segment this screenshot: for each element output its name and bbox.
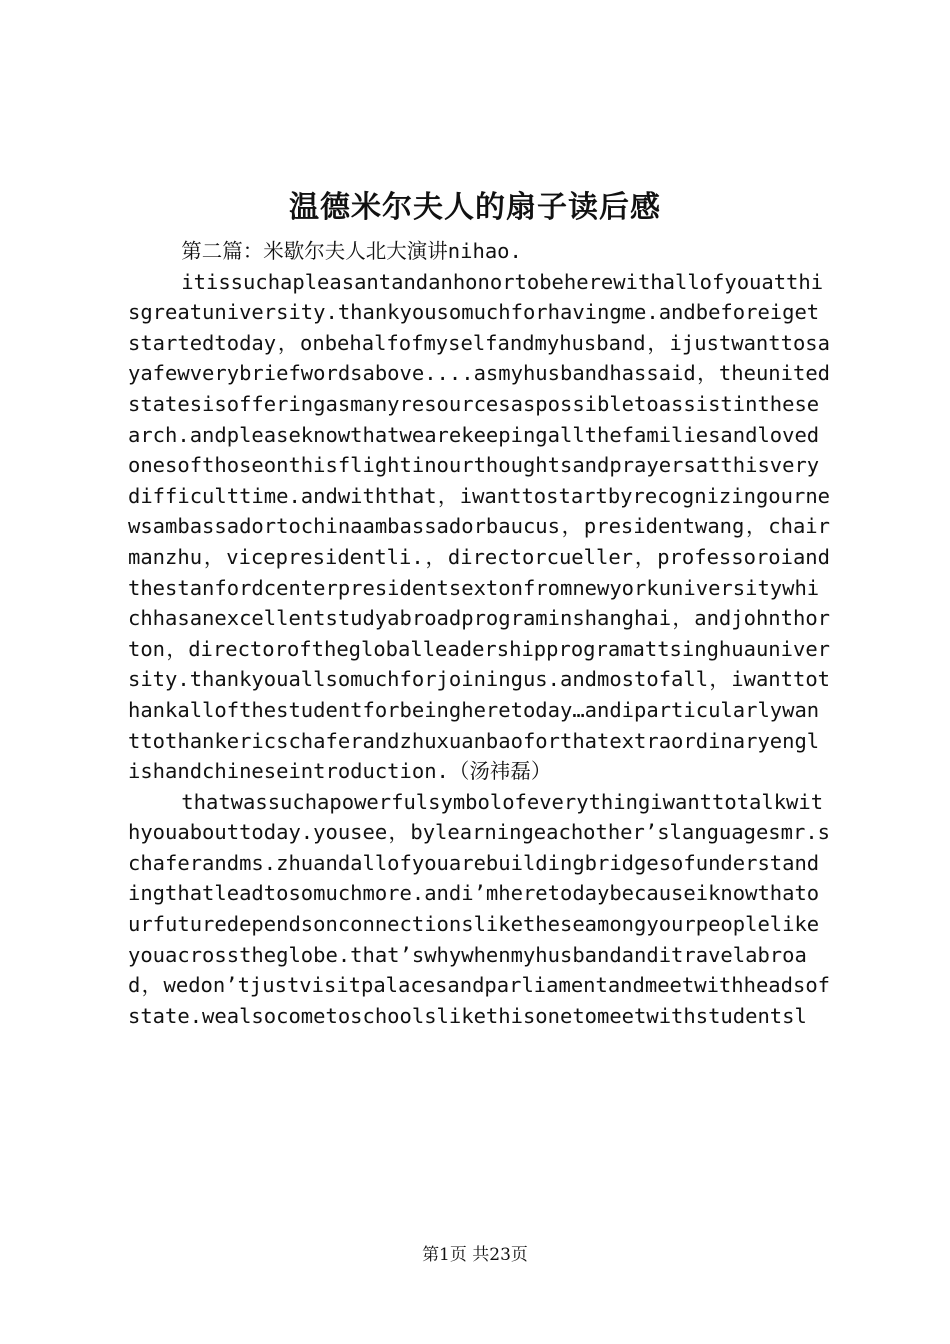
page-title: 温德米尔夫人的扇子读后感 <box>289 190 661 225</box>
paragraph-1: itissuchapleasantandanhonortobeherewithallofyouatthisgreatuniversity.thankyousomuchforhavingme.andbeforeigetstartedtoday，onbehalfofmyselfandmyhusband，ijustwanttosayafewverybriefwordsabove....asmyhusbandhassaid，theunitedstatesisofferingasmanyresourcesaspossibletoassistinthesearch.andpleaseknowthatwearekeepingallthefamiliesandlovedonesofthoseonthisflightinourthoughtsandprayersatthisverydifficulttime.andwiththat，iwanttostartbyrecognizingournewsambassadortochinaambassadorbaucus，presidentwang，chairmanzhu，vicepresidentli.，directorcueller，professoroiandthestanfordcenterpresidentsextonfromnewyorkuniversitywhichhasanexcellentstudyabroadprograminshanghai，andjohnthorton，directorofthegloballeadershipprogramattsinghuauniversity.thankyouallsomuchforjoiningus.andmostofall，iwanttothankallofthestudentforbeingheretoday…andiparticularlywanttothankericschaferandzhuxuanbaoforthatextraordinaryenglishandchineseintroduction.（汤祎磊） <box>128 269 830 784</box>
document-body <box>128 236 830 1031</box>
page-number-footer: 第1页 共23页 <box>422 1245 528 1265</box>
subtitle-line: 第二篇：米歇尔夫人北大演讲nihao. <box>181 239 522 263</box>
paragraph-2: thatwassuchapowerfulsymbolofeverythingiwanttotalkwithyouabouttoday.yousee，bylearningeachother’slanguagesmr.schaferandms.zhuandallofyouarebuildingbridgesofunderstandingthatleadtosomuchmore.andi’mheretodaybecauseiknowthatourfuturedependsonconnectionsliketheseamongyourpeoplelikeyouacrosstheglobe.that’swhywhenmyhusbandanditravelabroad，wedon’tjustvisitpalacesandparliamentandmeetwithheadsofstate.wealsocometoschoolslikethisonetomeetwithstudentsl <box>128 789 830 1028</box>
